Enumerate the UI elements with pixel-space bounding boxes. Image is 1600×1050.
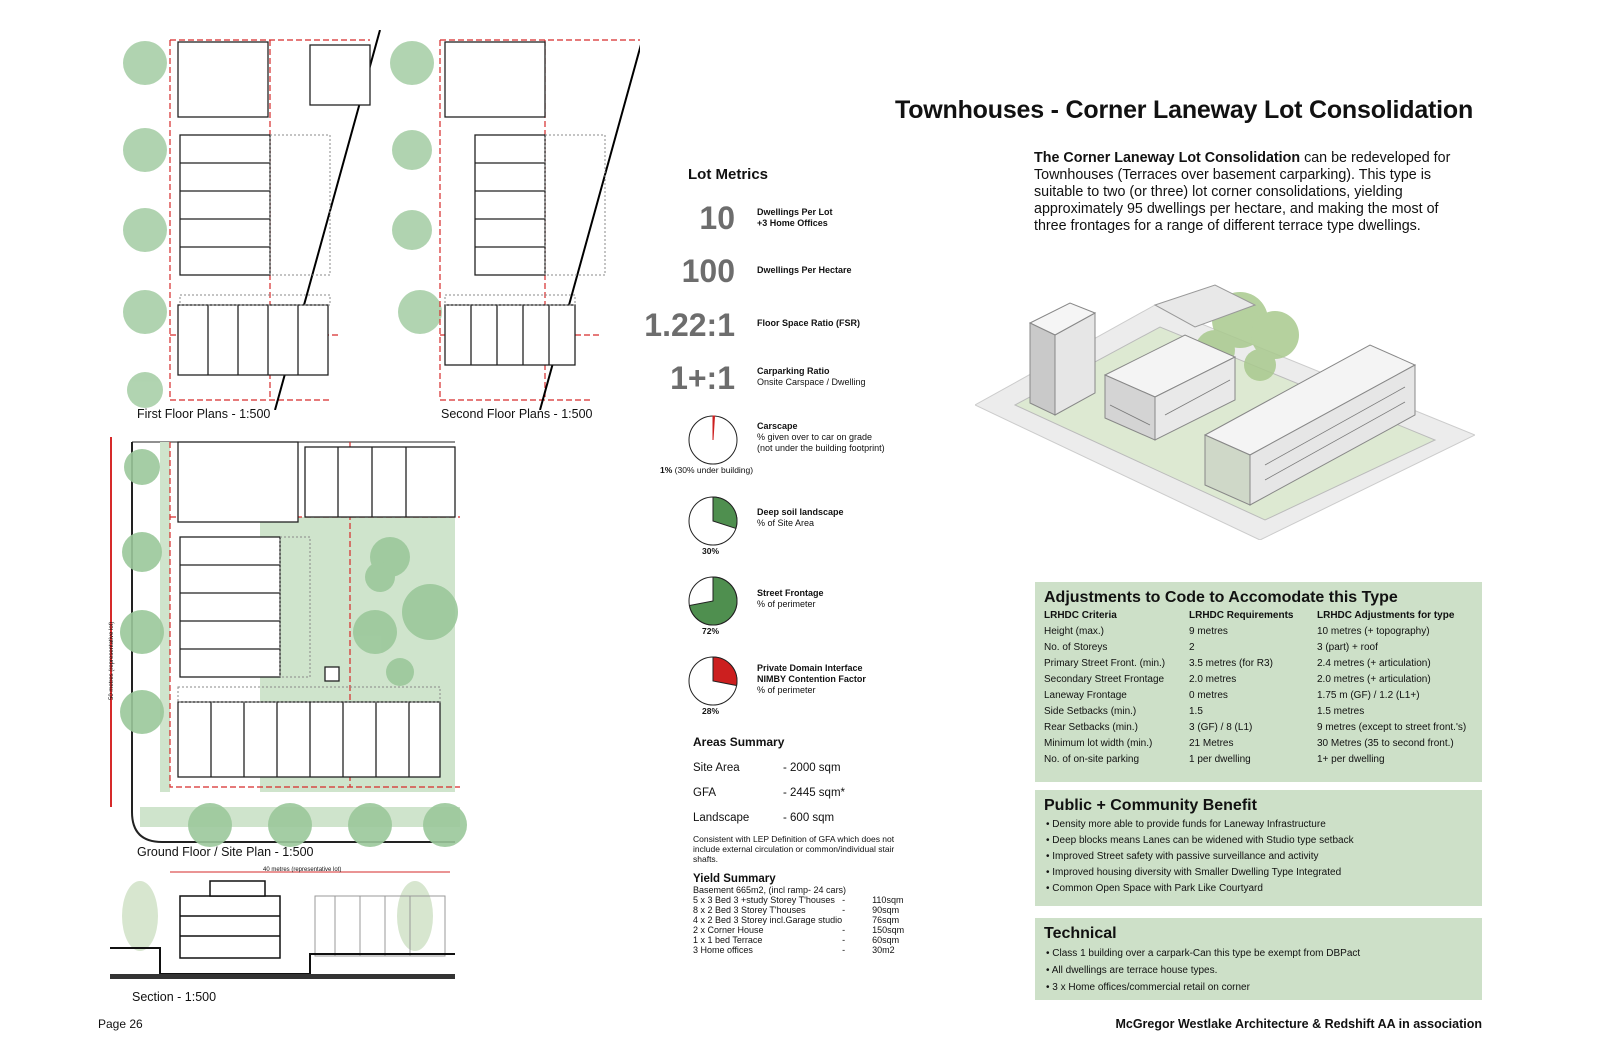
yield-row: Basement 665m2, (incl ramp- 24 cars) [693,885,847,895]
list-item: • 3 x Home offices/commercial retail on corner [1046,979,1482,996]
yield-summary-heading: Yield Summary [693,873,776,885]
vertical-dimension: 50 metres (representative lot) [109,621,115,700]
yield-row: 3 Home offices - 30m2 [693,945,895,955]
public-benefit-panel [1035,790,1482,906]
intro-paragraph: The Corner Laneway Lot Consolidation can be redeveloped for Townhouses (Terraces over basement carparking). This type is suitable to two (or three) lot corner consolidations, yielding approximately 95 dwellings per hectare, and making the most of three frontages for a range of different terrace type dwellings. [1034,150,1451,234]
technical-panel [1035,918,1482,1000]
adjustments-table [1044,607,1466,767]
yield-row: 4 x 2 Bed 3 Storey incl.Garage studio 76sqm [693,915,900,925]
ground-floor-caption: Ground Floor / Site Plan - 1:500 [137,845,314,859]
list-item: • Common Open Space with Park Like Courtyard [1046,881,1482,897]
page-title: Townhouses - Corner Laneway Lot Consolidation [895,96,1474,124]
table-row: Minimum lot width (min.) 21 Metres 30 Metres (35 to second front.) [1044,737,1454,749]
public-benefit-heading: Public + Community Benefit [1044,797,1257,814]
adjustments-panel [1035,582,1482,782]
credit-line: McGregor Westlake Architecture & Redshift AA in association [1115,1017,1482,1031]
table-row: No. of on-site parking 1 per dwelling 1+ per dwelling [1044,753,1385,765]
table-row: Secondary Street Frontage 2.0 metres 2.0 metres (+ articulation) [1044,673,1431,685]
table-row: Rear Setbacks (min.) 3 (GF) / 8 (L1) 9 metres (except to street front.'s) [1044,721,1467,733]
private-domain-percent: 28% [702,706,720,716]
page-number: Page 26 [98,1017,143,1031]
horizontal-dimension: 40 metres (representative lot) [263,867,342,873]
second-floor-caption: Second Floor Plans - 1:500 [441,407,593,421]
area-row: GFA - 2445 sqm* [693,787,846,799]
yield-row: 8 x 2 Bed 3 Storey T'houses - 90sqm [693,905,900,915]
area-row: Landscape - 600 sqm [693,812,835,824]
table-row: Primary Street Front. (min.) 3.5 metres (for R3) 2.4 metres (+ articulation) [1044,657,1431,669]
street-frontage-pie [687,575,739,627]
table-row: Laneway Frontage 0 metres 1.75 m (GF) / 1.2 (L1+) [1044,689,1420,701]
metric-dwellings-per-lot-label: Dwellings Per Lot +3 Home Offices [757,207,833,228]
deep-soil-label: Deep soil landscape % of Site Area [757,507,844,528]
yield-row: 5 x 3 Bed 3 +study Storey T'houses - 110sqm [693,895,904,905]
list-item: • Density more able to provide funds for Laneway Infrastructure [1046,817,1482,833]
street-frontage-label: Street Frontage % of perimeter [757,588,824,609]
private-domain-label: Private Domain Interface NIMBY Contention Factor % of perimeter [757,663,866,695]
lot-metrics-heading: Lot Metrics [688,166,769,183]
yield-row: 1 x 1 bed Terrace - 60sqm [693,935,900,945]
metric-fsr-value: 1.22:1 [644,307,735,343]
metric-dwellings-per-hectare-label: Dwellings Per Hectare [757,265,852,275]
street-frontage-percent: 72% [702,626,720,636]
public-benefit-list [1046,817,1482,897]
gfa-note: Consistent with LEP Definition of GFA which does not include external circulation or common/individual stair shafts. [693,834,895,864]
yield-table [693,885,904,955]
metric-carparking-label: Carparking Ratio Onsite Carspace / Dwelling [757,366,866,387]
axonometric-illustration [975,265,1475,540]
private-domain-pie [687,655,739,707]
ground-floor-site-plan [100,437,470,847]
table-row: Side Setbacks (min.) 1.5 1.5 metres [1044,705,1365,717]
list-item: • Deep blocks means Lanes can be widened with Studio type setback [1046,833,1482,849]
metric-carparking-value: 1+:1 [670,360,735,396]
list-item: • Improved housing diversity with Smaller Dwelling Type Integrated [1046,865,1482,881]
yield-row: 2 x Corner House - 150sqm [693,925,905,935]
deep-soil-percent: 30% [702,546,720,556]
carscape-pie [687,414,739,466]
section-drawing [110,866,455,986]
technical-list [1046,945,1482,996]
carscape-percent: 1% (30% under building) [660,465,754,475]
list-item: • Class 1 building over a carpark-Can this type be exempt from DBPact [1046,945,1482,962]
carscape-label: Carscape % given over to car on grade (not under the building footprint) [757,421,885,453]
metric-dwellings-per-lot-value: 10 [699,200,735,236]
metric-dwellings-per-hectare-value: 100 [681,253,735,289]
adjustments-heading: Adjustments to Code to Accomodate this Type [1044,589,1398,606]
first-floor-caption: First Floor Plans - 1:500 [137,407,271,421]
section-caption: Section - 1:500 [132,990,217,1004]
table-row: Height (max.) 9 metres 10 metres (+ topography) [1044,625,1430,637]
first-second-floor-plans [100,30,640,410]
metric-fsr-label: Floor Space Ratio (FSR) [757,318,861,328]
pie-slice [713,657,737,685]
areas-summary-heading: Areas Summary [693,735,785,749]
list-item: • Improved Street safety with passive surveillance and activity [1046,849,1482,865]
table-row: No. of Storeys 2 3 (part) + roof [1044,641,1378,653]
table-header-row: LRHDC Criteria LRHDC Requirements LRHDC Adjustments for type [1044,609,1455,621]
list-item: • All dwellings are terrace house types. [1046,962,1482,979]
technical-heading: Technical [1044,925,1117,942]
area-row: Site Area - 2000 sqm [693,762,841,774]
deep-soil-pie [687,495,739,547]
